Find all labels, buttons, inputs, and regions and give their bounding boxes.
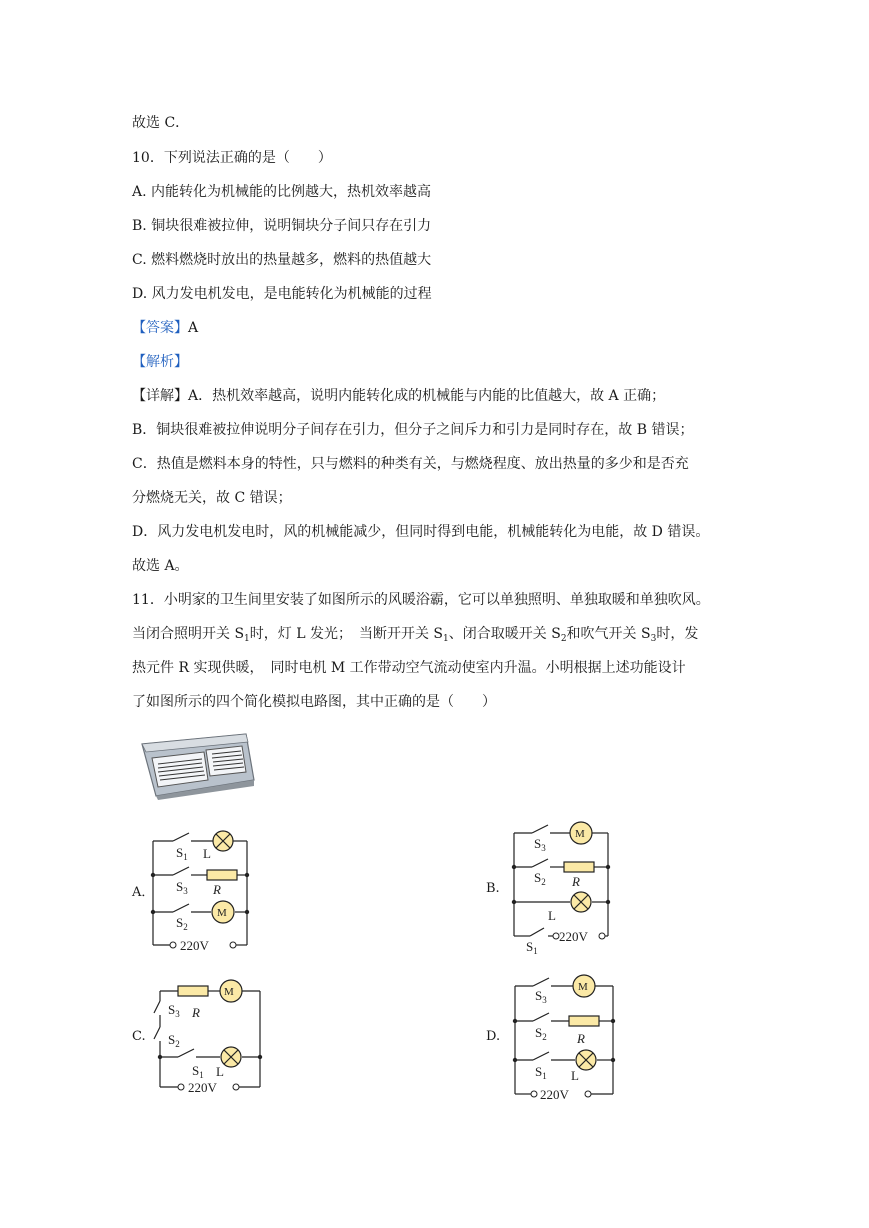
q10-option-c: C. 燃料燃烧时放出的热量越多，燃料的热值越大 [132,252,432,268]
svg-text:S3: $S_3$ [168,1002,180,1019]
detail-text-1: A．热机效率越高，说明内能转化成的机械能与内能的比值越大，故 A 正确； [188,388,666,404]
svg-text:L: L [571,1068,579,1083]
sub-1: 1 [443,634,449,644]
circuit-d [507,972,622,1107]
detail-line-3: C．热值是燃料本身的特性，只与燃料的种类有关，与燃烧程度、放出热量的多少和是否充 [132,456,689,472]
q11-text-d: 和吹气开关 S [566,626,651,642]
detail-line-4: 分燃烧无关，故 C 错误； [132,490,292,506]
svg-text:S2: $S_2$ [534,870,546,887]
detail-line-5: D．风力发电机发电时，风的机械能减少，但同时得到电能，机械能转化为电能，故 D 错误。 [132,524,710,540]
svg-text:220V: 220V [559,929,588,944]
svg-text:S2: $S_2$ [168,1032,180,1049]
question-11-line-1: 11．小明家的卫生间里安装了如图所示的风暖浴霸，它可以单独照明、单独取暖和单独吹风。 [132,592,710,608]
svg-text:220V: 220V [180,938,209,951]
q11-text-b: 时，灯 L 发光； 当断开开关 S [249,626,444,642]
answer-value: A [188,320,199,336]
svg-text:S3: $S_3$ [535,988,547,1005]
sub-1: 1 [244,634,250,644]
svg-text:L: L [216,1064,224,1079]
q10-option-d: D. 风力发电机发电，是电能转化为机械能的过程 [132,286,432,302]
svg-text:S1: $S_1$ [526,939,538,956]
q10-option-b: B. 铜块很难被拉伸，说明铜块分子间只存在引力 [132,218,432,234]
svg-text:M: M [224,986,234,998]
question-11-line-4: 了如图所示的四个简化模拟电路图，其中正确的是（ ） [132,694,496,710]
detail-tag: 【详解】 [132,388,188,404]
option-c-label: C. [132,1029,146,1044]
detail-line-1 [132,386,665,406]
answer-tag: 【答案】 [132,320,188,336]
sub-3: 3 [650,634,657,644]
svg-text:S3: $S_3$ [176,879,188,896]
question-10-stem: 10．下列说法正确的是（ ） [132,150,332,166]
sub-2: 2 [560,634,567,644]
detail-line-2: B．铜块很难被拉伸说明分子间存在引力，但分子之间斥力和引力是同时存在，故 B 错误； [132,422,694,438]
svg-text:220V: 220V [540,1087,569,1102]
svg-text:R: R [577,1031,585,1046]
circuit-c [148,977,268,1102]
line-previous-answer: 故选 C． [132,115,190,131]
option-a-label: A． [132,885,155,900]
svg-text:L: L [203,846,211,861]
svg-text:M: M [578,981,588,993]
svg-text:S1: $S_1$ [192,1063,204,1080]
q11-text-a: 当闭合照明开关 S [132,626,245,642]
circuit-a [145,826,255,951]
svg-text:S2: $S_2$ [176,915,188,932]
option-d-label: D. [486,1029,501,1044]
svg-text:R: R [192,1005,200,1020]
svg-text:S2: $S_2$ [535,1025,547,1042]
option-b-label: B. [486,881,500,896]
svg-text:L: L [548,908,556,923]
bath-heater-illustration [138,730,258,800]
svg-text:S1: $S_1$ [176,845,188,862]
detail-line-6: 故选 A。 [132,558,189,574]
answer-line [132,318,198,338]
q11-text-c: 、闭合取暖开关 S [448,626,561,642]
svg-text:M: M [217,907,227,919]
svg-text:S3: $S_3$ [534,836,546,853]
svg-text:R: R [572,874,580,889]
analysis-tag: 【解析】 [132,354,188,370]
question-11-line-3: 热元件 R 实现供暖， 同时电机 M 工作带动空气流动使室内升温。小明根据上述功能设计 [132,660,686,676]
svg-text:220V: 220V [188,1080,217,1095]
question-11-line-2 [132,624,698,644]
q11-text-e: 时，发 [656,626,699,642]
circuit-b [506,818,616,958]
q10-option-a: A. 内能转化为机械能的比例越大，热机效率越高 [132,184,432,200]
svg-text:S1: $S_1$ [535,1064,547,1081]
svg-text:R: R [213,882,221,897]
svg-text:M: M [575,828,585,840]
